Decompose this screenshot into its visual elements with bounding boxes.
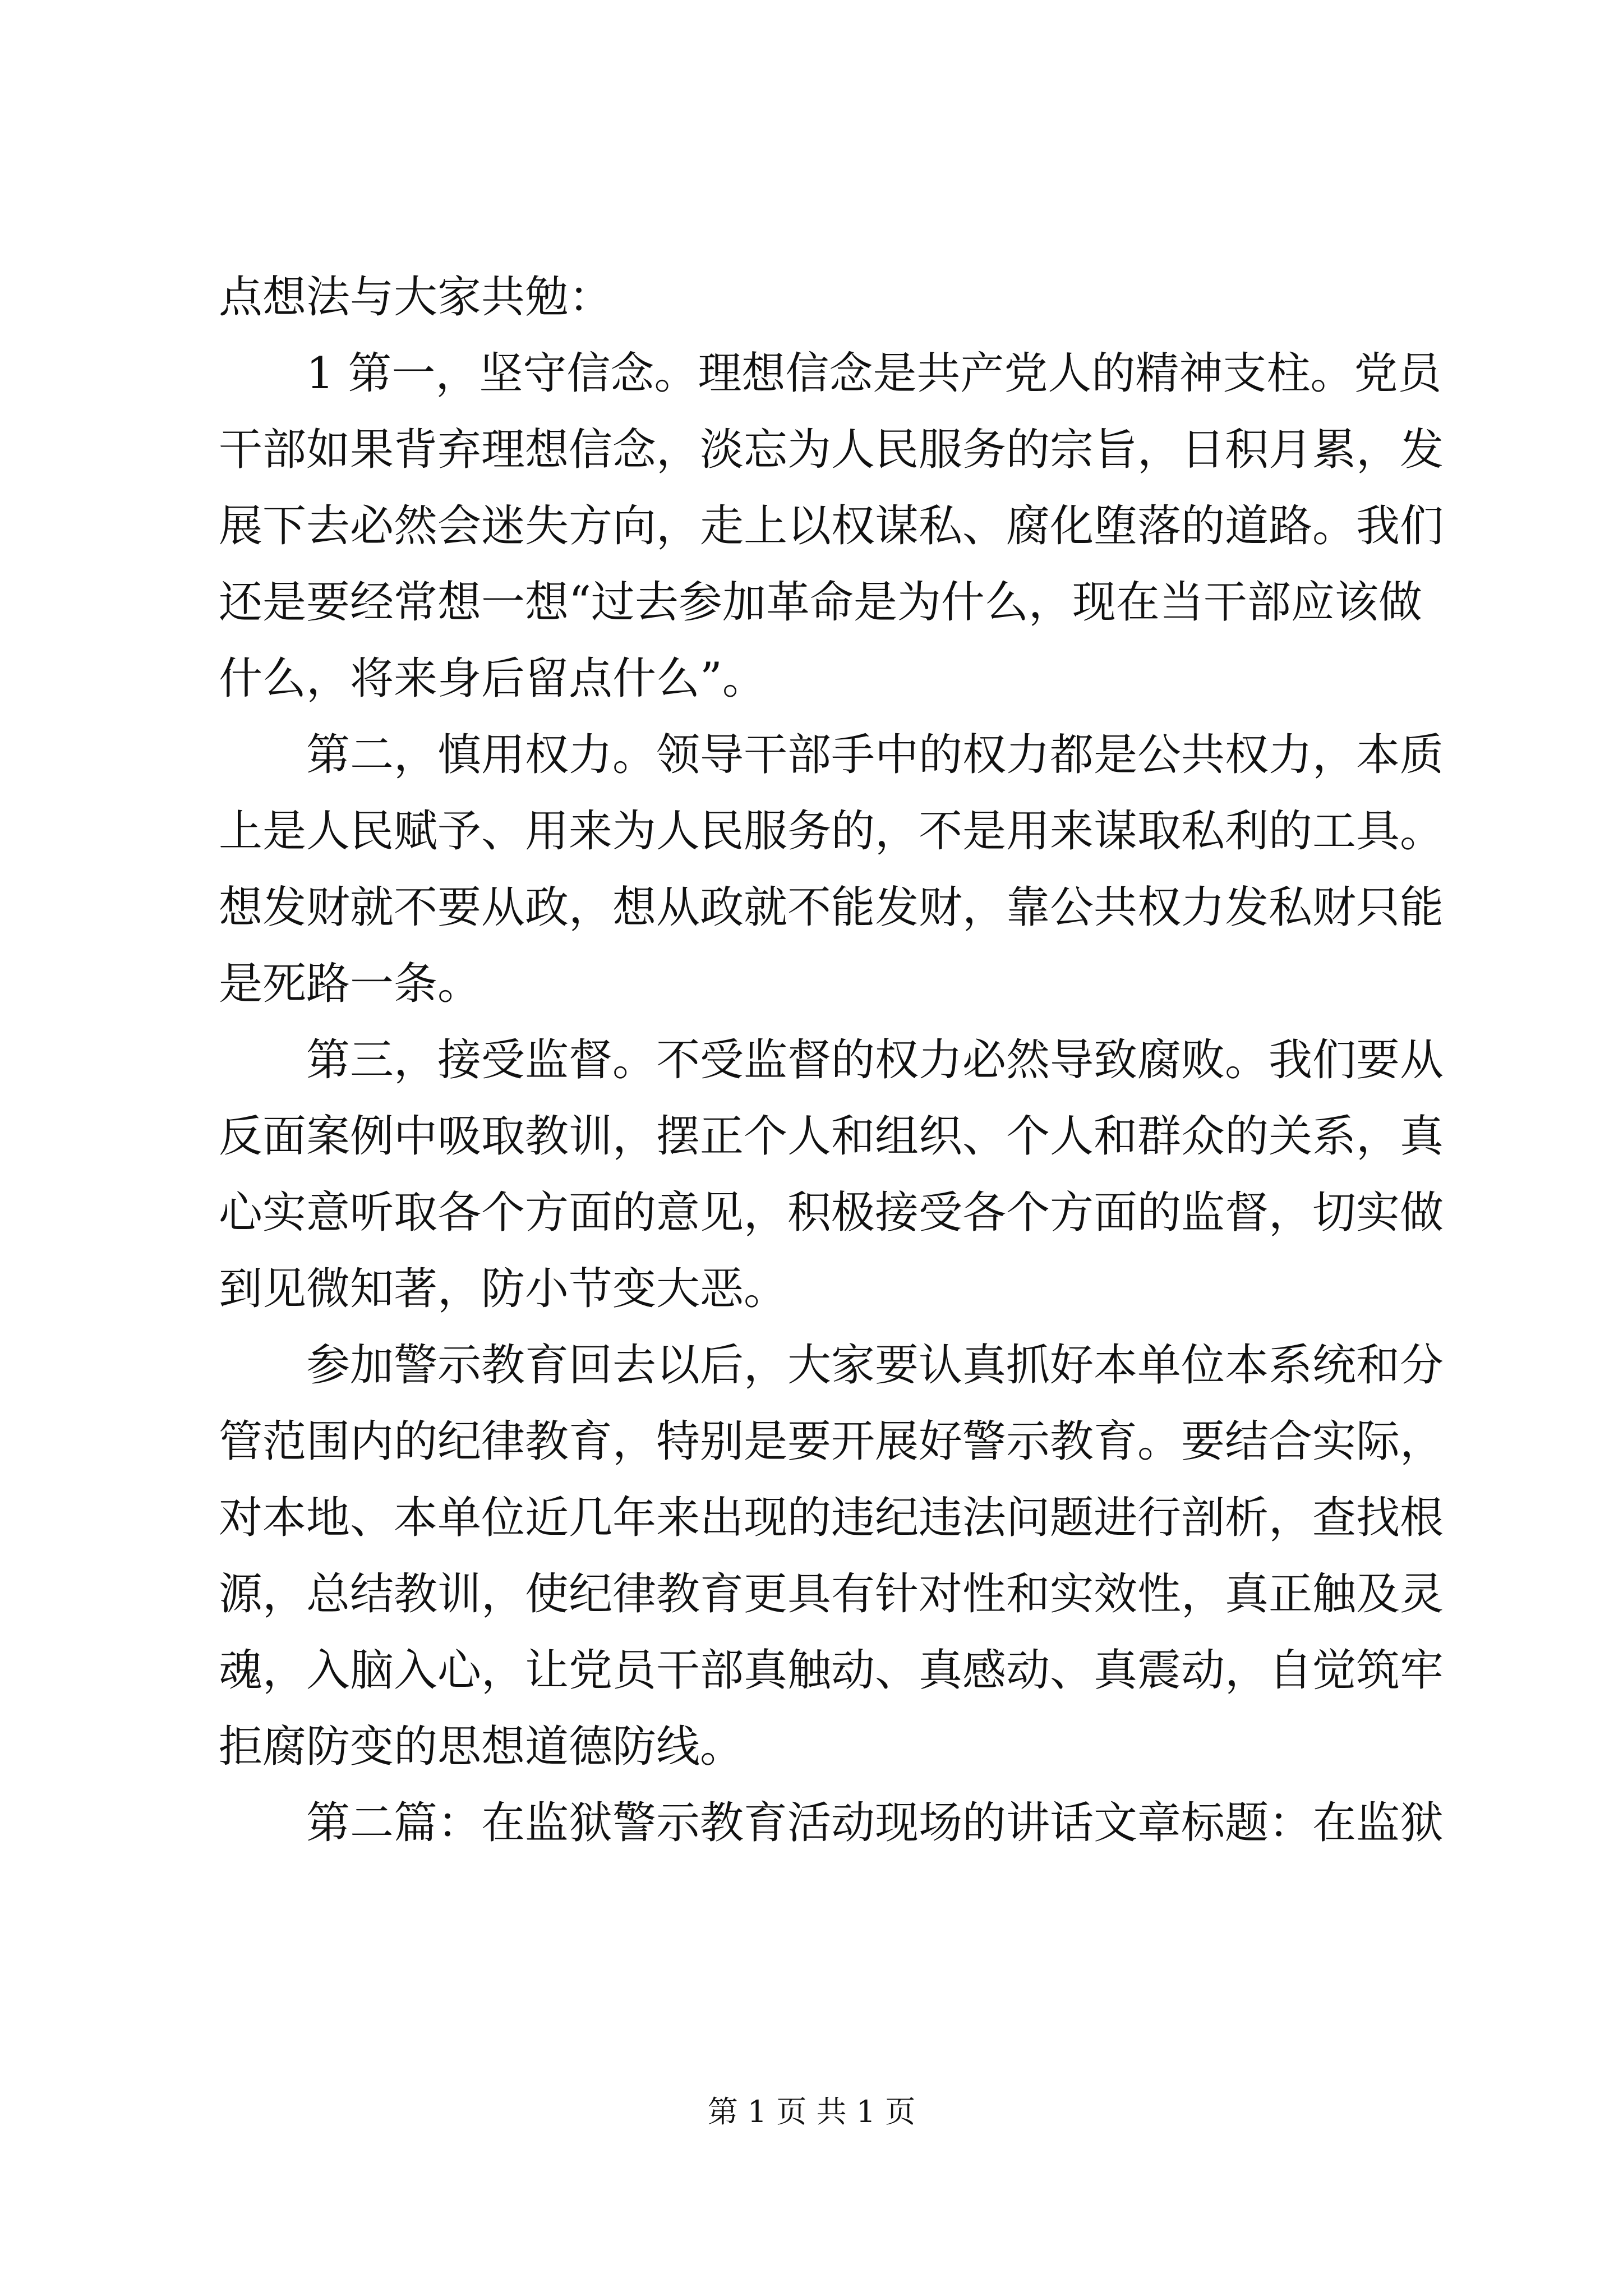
text-line: 源，总结教训，使纪律教育更具有针对性和实效性，真正触及灵 [219,1569,1444,1619]
text-line: 拒腐防变的思想道德防线。 [219,1722,744,1772]
text-line: 第二篇：在监狱警示教育活动现场的讲话文章标题：在监狱 [306,1798,1444,1848]
text-line: 心实意听取各个方面的意见，积极接受各个方面的监督，切实做 [219,1188,1444,1238]
text-line: 想发财就不要从政，想从政就不能发财，靠公共权力发私财只能 [219,882,1444,933]
page-number-label: 第 1 页 共 1 页 [707,2094,916,2129]
text-line: 展下去必然会迷失方向，走上以权谋私、腐化堕落的道路。我们 [219,501,1444,551]
text-line: 上是人民赋予、用来为人民服务的，不是用来谋取私利的工具。 [219,806,1444,857]
text-line: 管范围内的纪律教育，特别是要开展好警示教育。要结合实际， [219,1416,1444,1467]
text-line: 反面案例中吸取教训，摆正个人和组织、个人和群众的关系，真 [219,1111,1444,1162]
text-line: 还是要经常想一想“过去参加革命是为什么，现在当干部应该做 [219,577,1422,628]
text-line: 1 第一，坚守信念。理想信念是共产党人的精神支柱。党员 [306,348,1442,399]
text-line: 第三，接受监督。不受监督的权力必然导致腐败。我们要从 [306,1035,1444,1085]
text-line: 什么，将来身后留点什么”。 [219,654,766,704]
text-line: 对本地、本单位近几年来出现的违纪违法问题进行剖析，查找根 [219,1493,1444,1543]
text-line: 到见微知著，防小节变大恶。 [219,1264,788,1314]
text-line: 参加警示教育回去以后，大家要认真抓好本单位本系统和分 [306,1340,1444,1391]
text-line: 干部如果背弃理想信念，淡忘为人民服务的宗旨，日积月累，发 [219,425,1444,475]
text-line: 是死路一条。 [219,959,482,1009]
page-footer [0,2090,1623,2134]
text-line: 第二，慎用权力。领导干部手中的权力都是公共权力，本质 [306,730,1444,780]
text-line: 点想法与大家共勉： [219,272,613,323]
text-line: 魂，入脑入心，让党员干部真触动、真感动、真震动，自觉筑牢 [219,1645,1444,1696]
